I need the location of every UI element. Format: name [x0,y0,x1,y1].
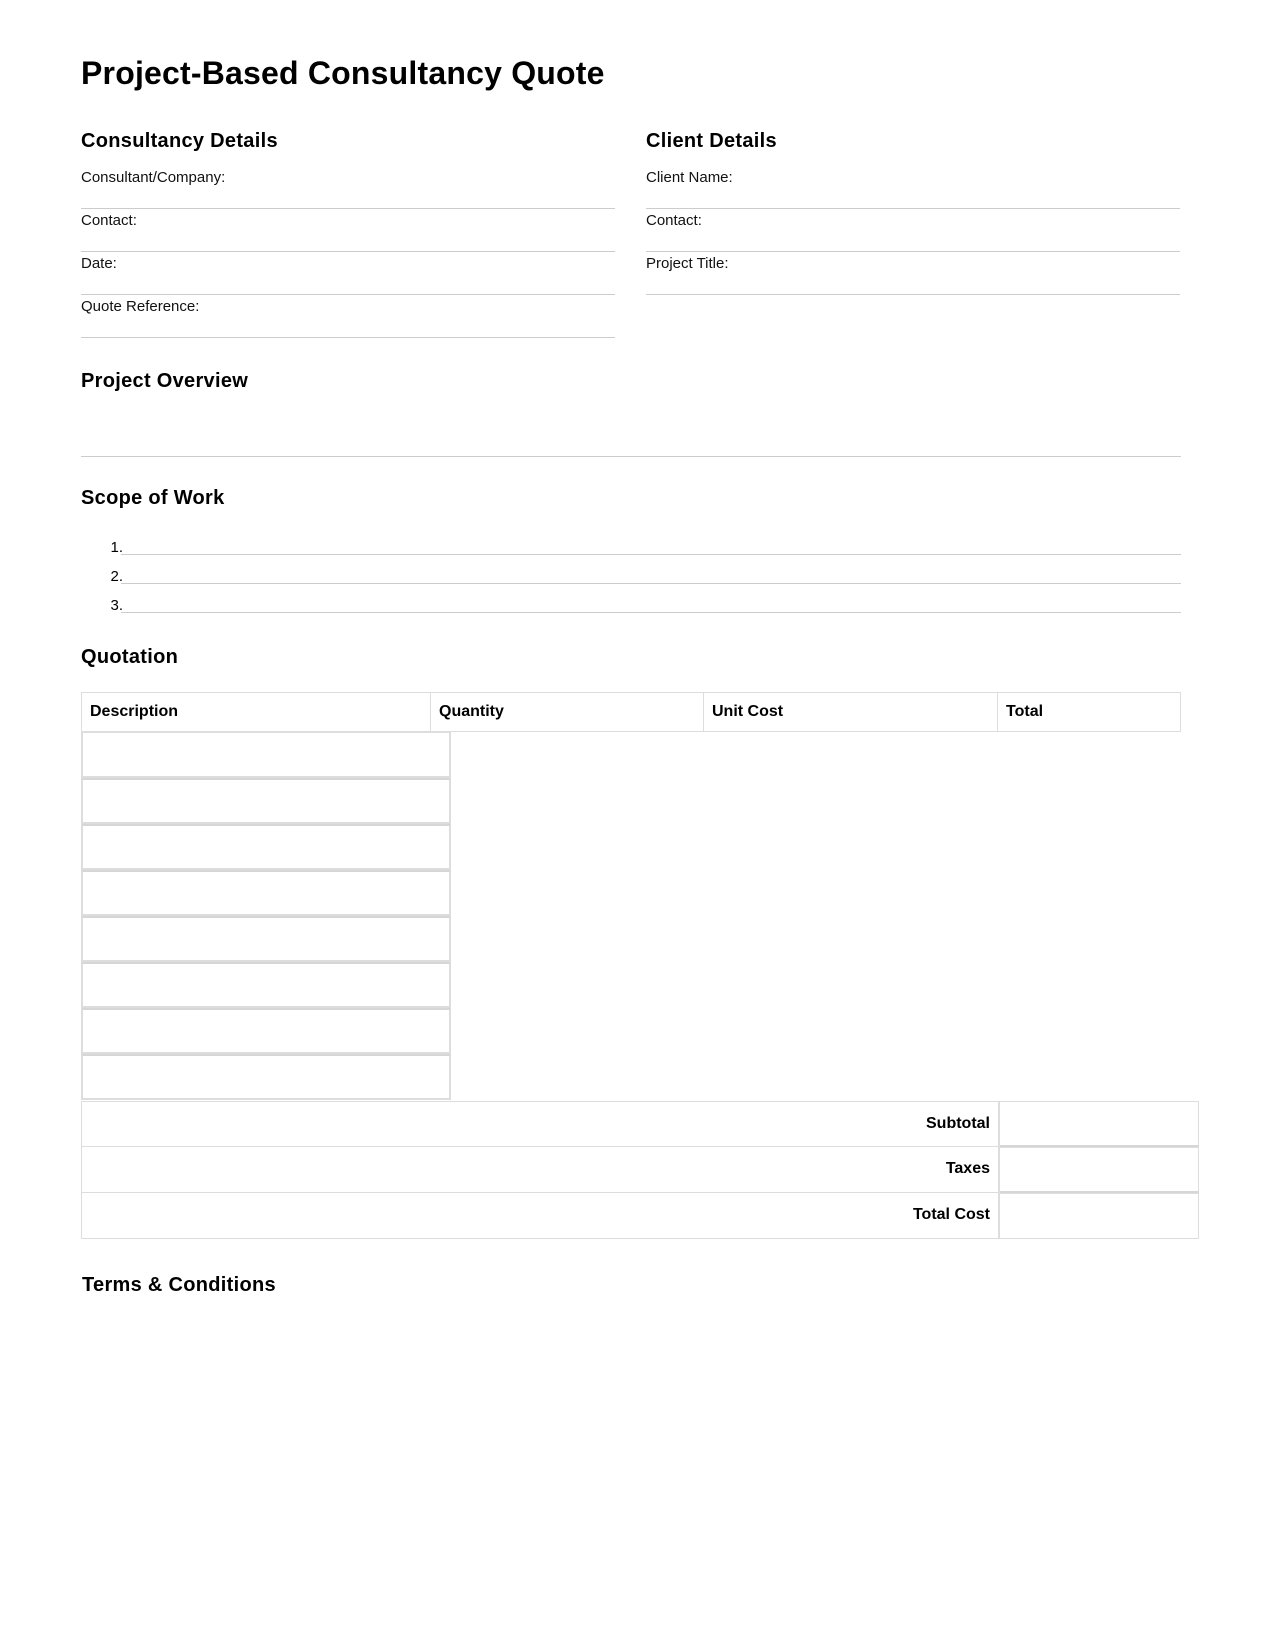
page-title: Project-Based Consultancy Quote [81,55,605,91]
scope-item-line [121,583,1181,584]
date-field[interactable] [81,252,615,295]
scope-item-number: 3. [110,597,123,614]
client-contact-field[interactable] [646,209,1180,252]
scope-item-number: 2. [110,568,123,585]
table-row[interactable] [81,824,451,870]
quotation-table-body [81,732,451,1100]
field-label: Quote Reference: [81,298,200,315]
consultancy-details-heading: Consultancy Details [81,130,278,152]
table-row[interactable] [81,916,451,962]
quote-reference-field[interactable] [81,295,615,338]
table-row[interactable] [81,778,451,824]
taxes-row [81,1147,1199,1193]
quotation-table-header [81,692,1181,732]
table-row[interactable] [81,870,451,916]
quotation-heading: Quotation [81,646,179,668]
scope-of-work-heading: Scope of Work [81,487,225,509]
client-name-field[interactable] [646,166,1180,209]
project-overview-rule [81,456,1181,457]
table-row[interactable] [81,732,451,778]
subtotal-row [81,1101,1199,1147]
quotation-totals [81,1101,1199,1239]
table-row[interactable] [81,962,451,1008]
total-cost-label: Total Cost [81,1193,1000,1239]
consultant-contact-field[interactable] [81,209,615,252]
scope-of-work-list [81,534,1181,621]
field-label: Date: [81,255,117,272]
column-header-quantity: Quantity [431,693,704,731]
subtotal-value[interactable] [1000,1101,1199,1147]
consultant-company-field[interactable] [81,166,615,209]
consultancy-details-fields [81,166,615,338]
field-label: Client Name: [646,169,733,186]
column-header-total: Total [1006,703,1044,720]
field-label: Contact: [81,212,137,229]
scope-item-line [121,612,1181,613]
field-label: Consultant/Company: [81,169,226,186]
column-header-description: Description [82,693,431,731]
scope-item[interactable] [81,563,1181,592]
project-overview-text[interactable] [81,404,1181,454]
column-header-unit-cost: Unit Cost [704,693,998,731]
client-details-fields [646,166,1180,295]
total-cost-row [81,1193,1199,1239]
taxes-label: Taxes [81,1147,1000,1193]
terms-heading: Terms & Conditions [82,1274,276,1296]
table-row[interactable] [81,1054,451,1100]
scope-item[interactable] [81,534,1181,563]
subtotal-label: Subtotal [81,1101,1000,1147]
table-row[interactable] [81,1008,451,1054]
project-overview-heading: Project Overview [81,370,249,392]
scope-item[interactable] [81,592,1181,621]
taxes-value[interactable] [1000,1147,1199,1193]
scope-item-number: 1. [110,539,123,556]
scope-item-line [121,554,1181,555]
total-cost-value[interactable] [1000,1193,1199,1239]
field-label: Contact: [646,212,702,229]
terms-text[interactable] [82,1310,1182,1510]
field-label: Project Title: [646,255,729,272]
client-details-heading: Client Details [646,130,777,152]
project-title-field[interactable] [646,252,1180,295]
